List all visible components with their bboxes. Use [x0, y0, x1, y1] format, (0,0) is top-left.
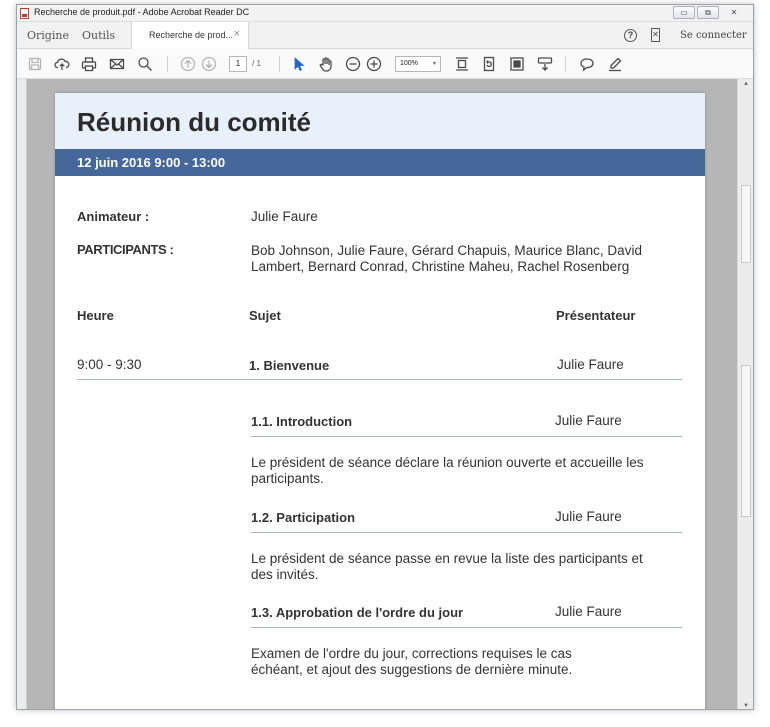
- zoom-in-icon[interactable]: [365, 55, 383, 73]
- minimize-button[interactable]: ▭: [673, 6, 695, 19]
- restore-button[interactable]: ⧉: [697, 6, 719, 19]
- close-tab-icon[interactable]: ×: [233, 28, 240, 40]
- facilitator-label: Animateur :: [77, 209, 150, 224]
- tab-home[interactable]: Origine: [27, 29, 69, 42]
- vertical-scrollbar[interactable]: [737, 79, 754, 710]
- print-icon[interactable]: [80, 55, 98, 73]
- title-bar: [17, 5, 753, 22]
- mobile-link-icon[interactable]: ✕: [651, 28, 660, 42]
- subitem-2-divider: [251, 532, 682, 533]
- subitem-1-description-line-1: Le président de séance déclare la réunion ouverte et accueille les: [251, 455, 644, 470]
- subitem-1-presenter: Julie Faure: [555, 413, 622, 428]
- participants-line-2: Lambert, Bernard Conrad, Christine Maheu, Rachel Rosenberg: [251, 259, 630, 274]
- subitem-2-description-line-2: des invités.: [251, 567, 319, 582]
- comment-icon[interactable]: [578, 55, 596, 73]
- tab-document[interactable]: [131, 22, 249, 49]
- agenda-item-subject: 1. Bienvenue: [249, 358, 330, 373]
- toolbar-separator: [167, 56, 168, 72]
- toolbar: [17, 49, 753, 79]
- help-icon[interactable]: ?: [624, 29, 637, 42]
- subitem-3-presenter: Julie Faure: [555, 604, 622, 619]
- date-bar: [55, 149, 705, 176]
- subitem-2-presenter: Julie Faure: [555, 509, 622, 524]
- page-title: Réunion du comité: [77, 107, 311, 137]
- column-header-subject: Sujet: [249, 308, 281, 323]
- next-page-icon[interactable]: [200, 55, 218, 73]
- scrollbar-thumb[interactable]: [741, 185, 751, 263]
- zoom-level-select[interactable]: [395, 56, 441, 72]
- full-screen-icon[interactable]: [508, 55, 526, 73]
- previous-page-icon[interactable]: [179, 55, 197, 73]
- subitem-1-title: 1.1. Introduction: [251, 414, 353, 429]
- column-header-time: Heure: [77, 308, 114, 323]
- meeting-date: 12 juin 2016 9:00 - 13:00: [77, 155, 226, 170]
- fit-page-icon[interactable]: [453, 55, 471, 73]
- pdf-file-icon: [20, 8, 29, 19]
- facilitator-name: Julie Faure: [251, 209, 318, 224]
- tab-tools[interactable]: Outils: [82, 29, 116, 42]
- tab-bar: [17, 22, 753, 49]
- close-window-button[interactable]: ✕: [730, 8, 738, 17]
- subitem-2-description-line-1: Le président de séance passe en revue la liste des participants et: [251, 551, 643, 566]
- pdf-page: [55, 93, 705, 710]
- page-number-input[interactable]: 1: [229, 56, 247, 72]
- scroll-down-icon[interactable]: ▼: [743, 703, 749, 709]
- window-title: Recherche de produit.pdf - Adobe Acrobat Reader DC: [34, 7, 250, 17]
- participants-line-1: Bob Johnson, Julie Faure, Gérard Chapuis, Maurice Blanc, David: [251, 243, 642, 258]
- scroll-up-icon[interactable]: ▲: [743, 81, 749, 87]
- agenda-item-presenter: Julie Faure: [557, 357, 624, 372]
- save-icon[interactable]: [26, 55, 44, 73]
- sign-in-link[interactable]: Se connecter: [680, 30, 747, 41]
- keyboard-scroll-icon[interactable]: [536, 55, 554, 73]
- zoom-out-icon[interactable]: [344, 55, 362, 73]
- highlight-pen-icon[interactable]: [606, 55, 624, 73]
- column-header-presenter: Présentateur: [556, 308, 636, 323]
- zoom-level-value: 100%: [400, 60, 418, 67]
- hand-tool-icon[interactable]: [317, 55, 335, 73]
- email-icon[interactable]: [108, 55, 126, 73]
- subitem-3-description-line-2: échéant, et ajout des suggestions de dernière minute.: [251, 662, 573, 677]
- rotate-page-icon[interactable]: [480, 55, 498, 73]
- toolbar-separator: [565, 56, 566, 72]
- participants-label: PARTICIPANTS :: [77, 242, 174, 257]
- select-cursor-icon[interactable]: [289, 55, 307, 73]
- page-total: / 1: [252, 59, 261, 68]
- agenda-item-divider: [77, 379, 682, 380]
- chevron-down-icon: ▾: [432, 61, 436, 67]
- acrobat-window: [16, 4, 754, 710]
- scrollbar-thumb-secondary[interactable]: [741, 365, 751, 517]
- window-controls: [673, 6, 747, 19]
- page-header: [55, 93, 705, 149]
- search-icon[interactable]: [136, 55, 154, 73]
- subitem-3-title: 1.3. Approbation de l'ordre du jour: [251, 605, 464, 620]
- agenda-item-time: 9:00 - 9:30: [77, 357, 142, 372]
- left-panel-rail[interactable]: [17, 79, 27, 710]
- cloud-upload-icon[interactable]: [53, 55, 71, 73]
- document-tab-label: Recherche de prod...: [149, 30, 234, 40]
- document-viewer[interactable]: [17, 79, 737, 710]
- subitem-2-title: 1.2. Participation: [251, 510, 356, 525]
- subitem-3-divider: [251, 627, 682, 628]
- subitem-3-description-line-1: Examen de l'ordre du jour, corrections requises le cas: [251, 646, 572, 661]
- toolbar-separator: [279, 56, 280, 72]
- subitem-1-divider: [251, 436, 682, 437]
- subitem-1-description-line-2: participants.: [251, 471, 324, 486]
